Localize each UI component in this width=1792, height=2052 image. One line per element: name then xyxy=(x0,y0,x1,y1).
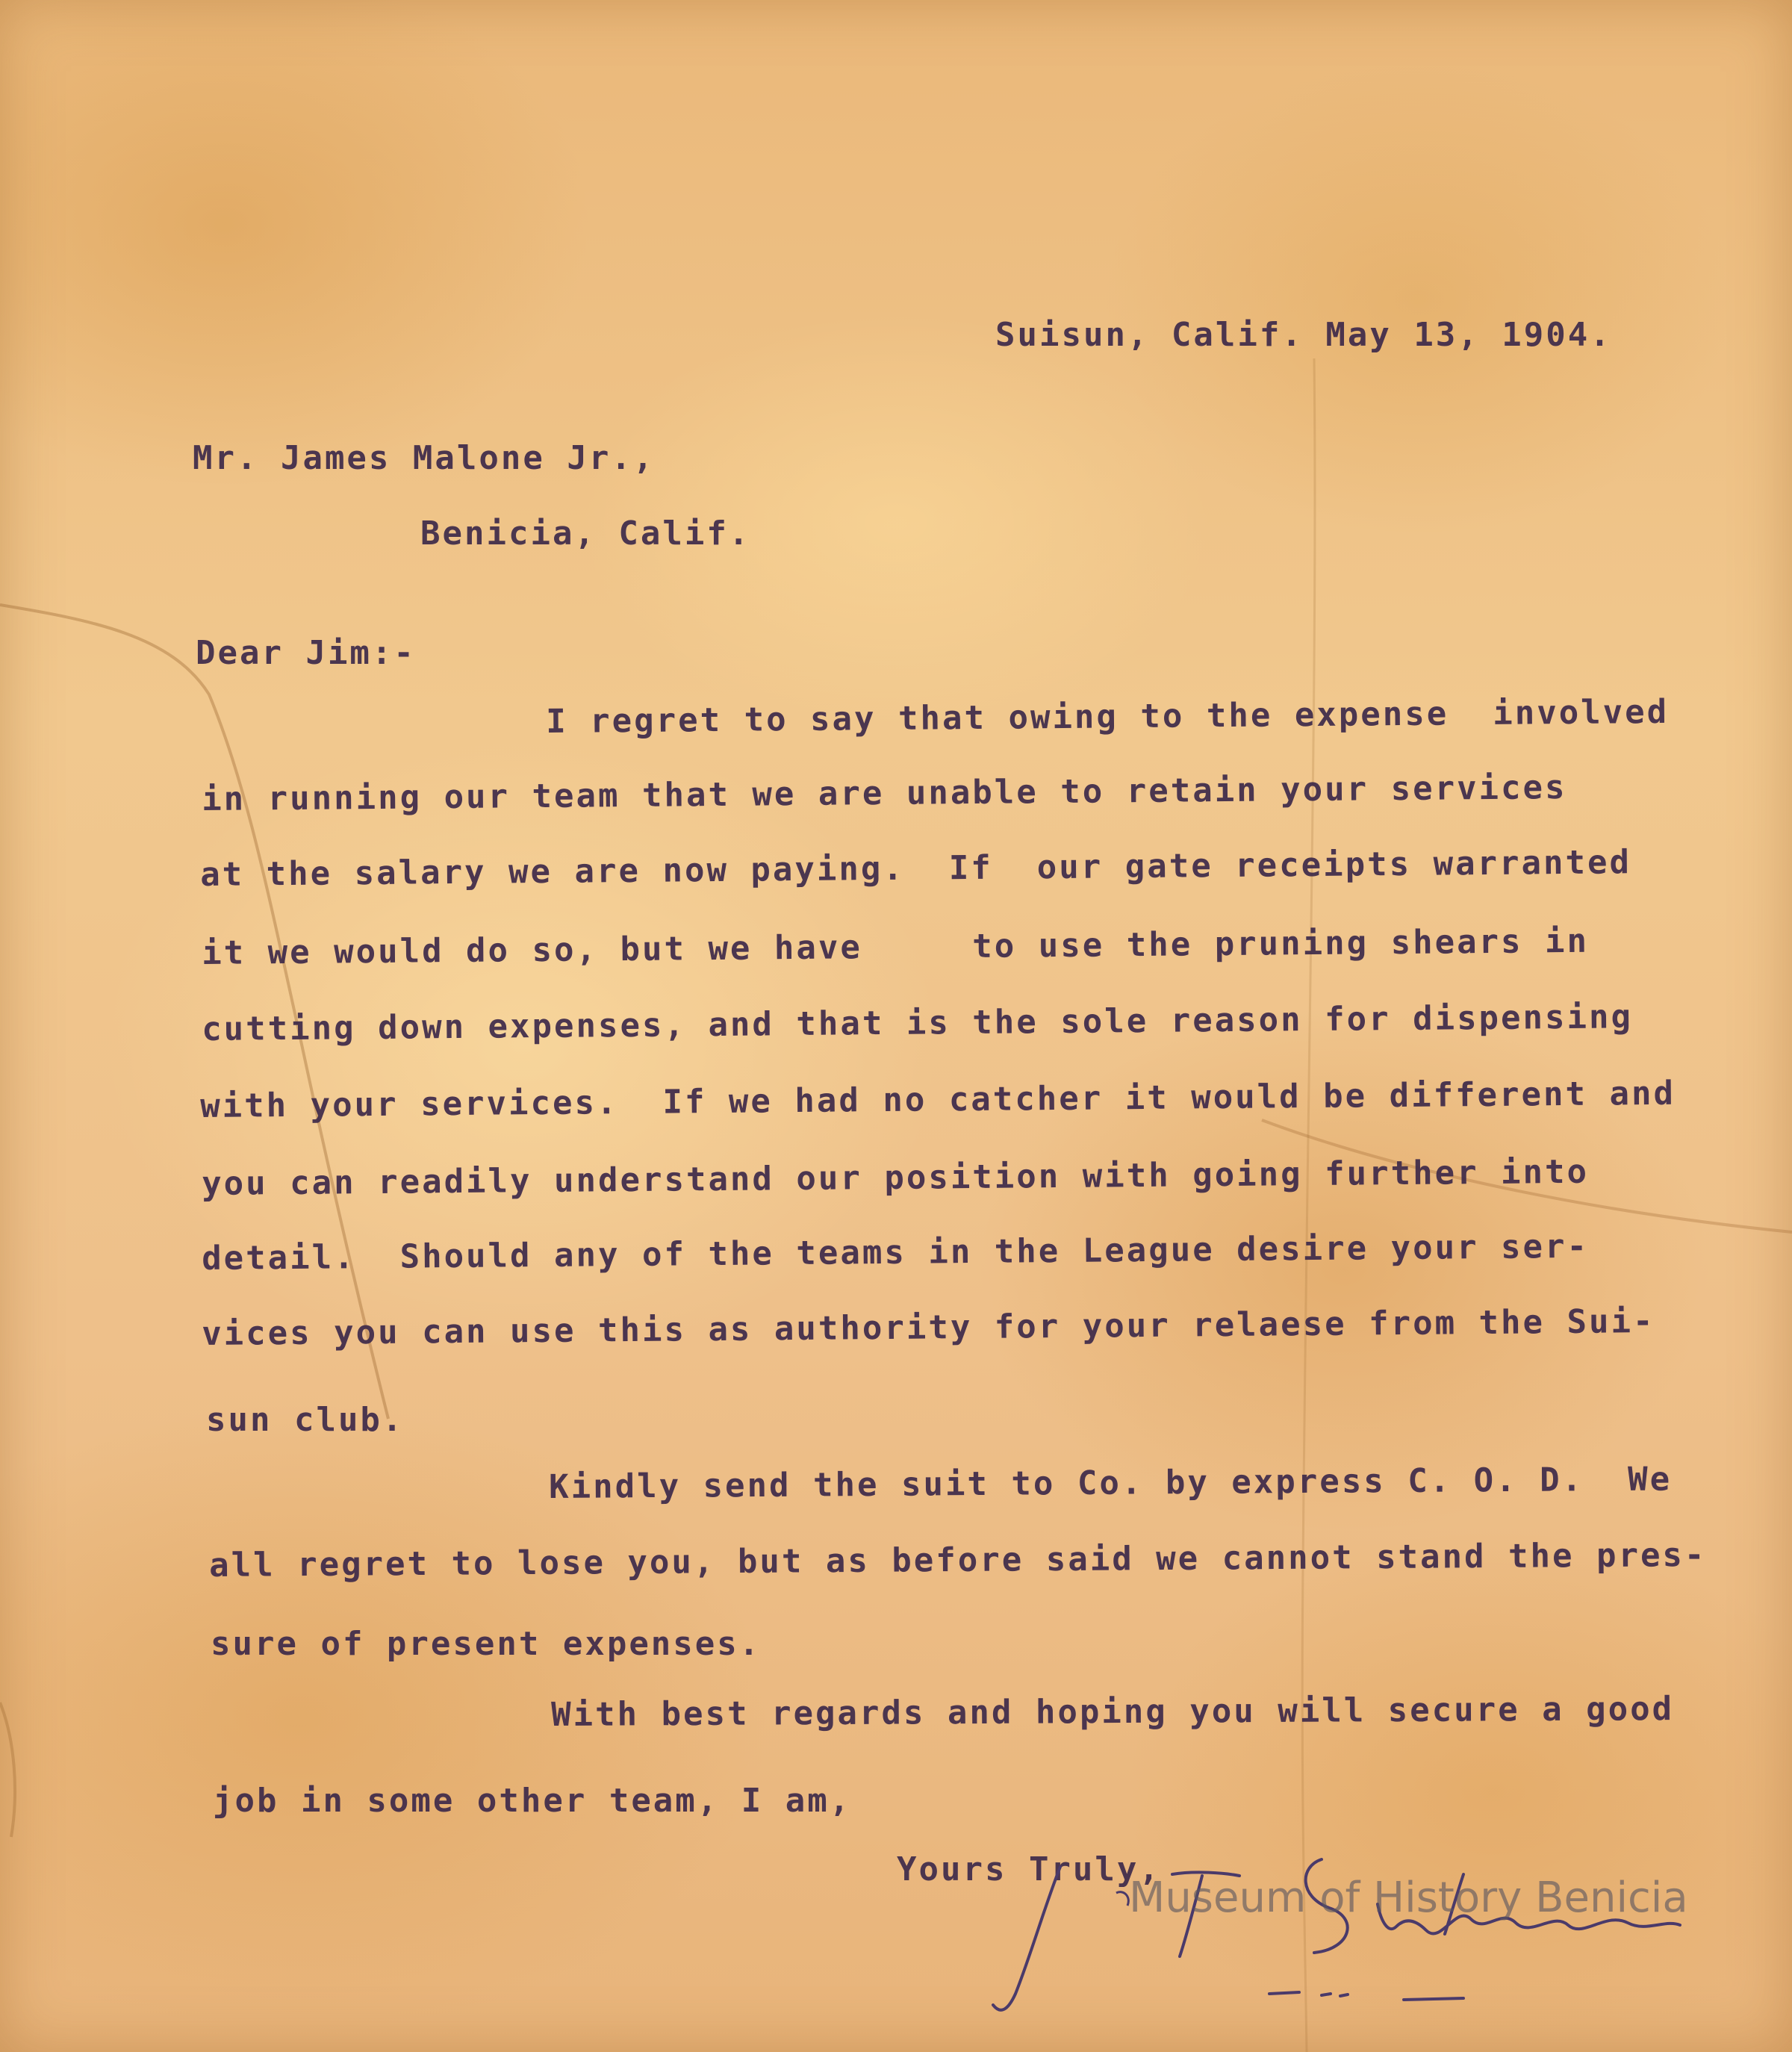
body-line: it we would do so, but we have to use the pruning shears in xyxy=(201,921,1590,972)
body-line: detail. Should any of the teams in the League desire your ser- xyxy=(201,1227,1590,1278)
body-line: at the salary we are now paying. If our gate receipts warranted xyxy=(199,843,1632,894)
body-line: With best regards and hoping you will secure a good xyxy=(550,1690,1675,1734)
closing: Yours Truly, xyxy=(897,1850,1161,1888)
body-line: Kindly send the suit to Co. by express C. O. D. We xyxy=(548,1460,1673,1506)
watermark-text: Museum of History Benicia xyxy=(1129,1874,1688,1922)
body-line: sure of present expenses. xyxy=(211,1625,762,1663)
body-line: sun club. xyxy=(206,1401,405,1439)
dateline: Suisun, Calif. May 13, 1904. xyxy=(995,316,1612,354)
body-line: job in some other team, I am, xyxy=(213,1782,852,1820)
body-line: I regret to say that owing to the expense involved xyxy=(545,692,1670,741)
recipient-name: Mr. James Malone Jr., xyxy=(193,439,656,477)
body-line: with your services. If we had no catcher it would be different and xyxy=(199,1074,1676,1125)
body-line: cutting down expenses, and that is the sole reason for dispensing xyxy=(201,998,1634,1048)
handwritten-signature xyxy=(971,1837,1702,2031)
body-line: all regret to lose you, but as before said we cannot stand the pres- xyxy=(208,1536,1707,1585)
body-line: in running our team that we are unable to retain your services xyxy=(201,768,1567,818)
body-line: you can readily understand our position with going further into xyxy=(201,1152,1590,1203)
salutation: Dear Jim:- xyxy=(196,634,416,672)
body-line: vices you can use this as authority for your relaese from the Sui- xyxy=(201,1302,1655,1353)
recipient-city: Benicia, Calif. xyxy=(420,514,751,553)
